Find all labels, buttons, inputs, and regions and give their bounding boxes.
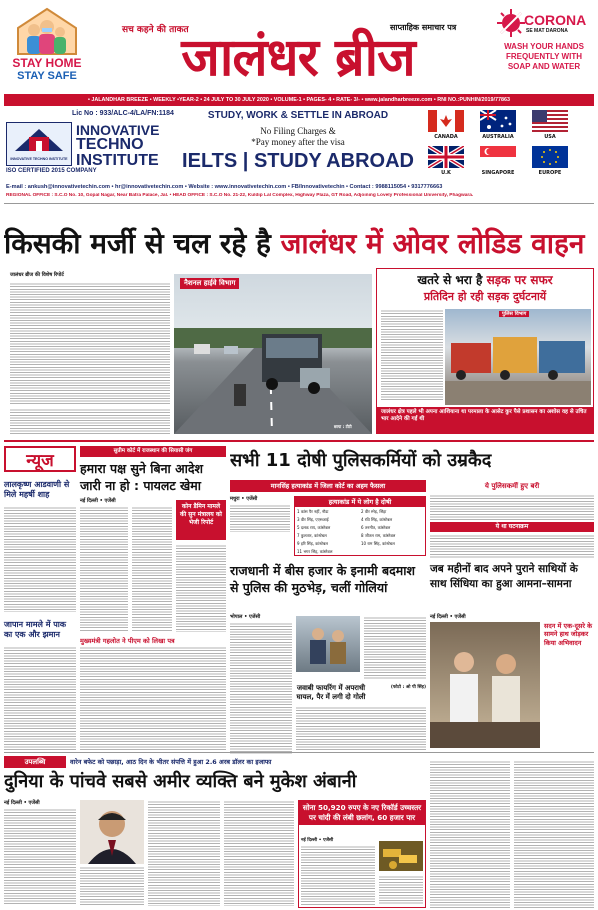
- pilot-box: कोन डैमिन मामले की सुन मंत्रालय को भेजी रिपोर्ट: [176, 500, 226, 540]
- institute-name-1: INNOVATIVE: [76, 122, 160, 138]
- pilot-text-col-3: [176, 544, 226, 632]
- photo-credit: छाया : टीटी: [334, 424, 352, 429]
- institute-ad: [4, 108, 594, 204]
- lead-body-text-2: [10, 408, 170, 434]
- pilot-subhead: मुख्यमंत्री गहलोत ने पीएम को लिखा पत्र: [80, 637, 175, 645]
- convict-item: 3 वीर सिंह, एएसआई: [297, 517, 329, 522]
- convict-item: 6 तनमीत, कांस्टेबल: [361, 525, 391, 530]
- canada-flag-icon: [428, 110, 464, 132]
- police-right-text-2: [430, 534, 594, 558]
- no-filing-text: No Filing Charges &: [260, 126, 336, 136]
- police-byline: मथुरा • एजेंसी: [230, 496, 258, 502]
- gold-headline: सोना 50,920 रुपए के नए रिकॉर्ड उच्चस्तर पर चांदी की लंबी छलांग, 60 हजार पार: [299, 801, 425, 825]
- encounter-credit: (फोटो : ओ पी सिंह): [390, 685, 426, 690]
- wash-hands-text: WASH YOUR HANDS FREQUENTLY WITH SOAP AND WATER: [504, 42, 584, 71]
- pilot-kicker: सुप्रीम कोर्ट में राजस्थान की सियासी जंग: [80, 446, 226, 457]
- police-kicker: मानसिंह हत्याकांड में जिला कोर्ट का अहम फैसला: [230, 480, 426, 492]
- divider: [4, 752, 594, 753]
- lead-body-text: [10, 282, 170, 404]
- convict-item: 9 हरि सिंह, कांस्टेबल: [297, 541, 328, 546]
- family-illustration: [14, 6, 80, 56]
- institute-logo: [6, 122, 72, 166]
- encounter-caption: जवाबी फायरिंग में अपराधी घायल, पैर में लगी दो गोली: [296, 684, 366, 701]
- side-title-red: सड़क पर सफर: [486, 273, 553, 287]
- country-label: EUROPE: [538, 170, 562, 176]
- police-right-head: ये था घटनाक्रम: [430, 522, 594, 532]
- country-label: CANADA: [434, 134, 458, 140]
- ambani-text-col-1: [4, 808, 76, 906]
- convict-item: 7 कुलतार, कांस्टेबल: [297, 533, 327, 538]
- study-abroad-heading: STUDY, WORK & SETTLE IN ABROAD: [207, 110, 389, 121]
- ambani-text-col-3: [148, 800, 220, 906]
- virus-icon: [496, 8, 526, 38]
- news-story-2-text: [4, 646, 76, 750]
- stay-home-badge: [6, 6, 88, 90]
- pilot-text-bottom: [80, 646, 226, 750]
- stay-home-text: STAY HOME: [12, 56, 82, 70]
- encounter-text-col-2: [364, 616, 426, 680]
- subtitle: साप्ताहिक समाचार पत्र: [390, 23, 457, 32]
- ambani-headline: दुनिया के पांचवे सबसे अमीर व्यक्ति बने मुकेश अंबानी: [4, 771, 357, 792]
- stay-safe-text: STAY SAFE: [17, 70, 77, 82]
- newspaper-title: जालंधर ब्रीज: [181, 28, 415, 88]
- lead-byline: जालंधर ब्रीज की विशेष रिपोर्ट: [10, 272, 64, 278]
- corona-text: CORONA: [524, 12, 587, 28]
- country-label: AUSTRALIA: [482, 134, 514, 140]
- news-story-1-title: लालकृष्ण आडवाणी से मिले महर्षी शाह: [4, 480, 70, 499]
- police-right-kicker: ये पुलिसकर्मी हुए बरी: [484, 482, 540, 490]
- police-text-col-1: [230, 504, 290, 532]
- convict-item: 10 राम सिंह, कांस्टेबल: [361, 541, 395, 546]
- uk-flag-icon: [428, 146, 464, 168]
- mlas-caption: सदन में एक-दूसरे के सामने हाथ जोड़कर किया अभिवादन: [544, 622, 593, 647]
- convict-item: 5 दलक राय, कांस्टेबल: [297, 525, 331, 530]
- gold-text-2: [379, 875, 423, 905]
- gold-story: [298, 800, 426, 908]
- issue-info-text: • JALANDHAR BREEZE • WEEKLY •YEAR-2 • 24 JULY TO 30 JULY 2020 • VOLUME-1 • PAGES- 4 • RATE- 3/- • www.jalandharbreeze.com • RNI NO.:PUNHIN/2019/77863: [87, 97, 511, 103]
- gold-byline: नई दिल्ली • एजेंसी: [301, 838, 334, 843]
- convicts-box-title: हत्याकांड में ये लोग है दोषी: [295, 497, 425, 507]
- pilot-headline: हमारा पक्ष सुने बिना आदेश जारी ना हो : पायलट खेमा: [80, 461, 204, 493]
- usa-flag-icon: [532, 110, 568, 132]
- issue-info-bar: [4, 94, 594, 106]
- encounter-photo: [296, 616, 360, 672]
- australia-flag-icon: [480, 110, 516, 132]
- highway-truck-photo: [174, 274, 372, 434]
- country-label: USA: [544, 134, 556, 140]
- ad-office-line: REGIONAL OFFICE : S.C.O No. 10, Gopal Nagar, Near Batra Palace, Jal. • HEAD OFFICE : S.C.O No. 21-22, Kuldip Lal Complex, Highway Plaza, GT Road, Adjoining Lovely Professional University, Phagwara.: [6, 193, 474, 198]
- assembly-photo: [430, 622, 540, 748]
- side-title: [377, 271, 593, 288]
- news-story-1-text: [4, 506, 76, 612]
- mlas-headline: जब महीनों बाद अपने पुराने साथियों के साथ सिंधिया का हुआ आमना–सामना: [430, 563, 578, 590]
- lead-headline-red: जालंधर में ओवर लोडिड वाहन: [280, 227, 585, 260]
- pilot-text-col-1: [80, 506, 128, 632]
- pilot-byline: नई दिल्ली • एजेंसी: [80, 498, 116, 504]
- trucks-photo: [445, 309, 591, 405]
- convict-item: 1 कांस पैर नहीं, नौडा: [297, 509, 329, 514]
- singapore-flag-icon: [480, 146, 516, 168]
- country-label: U.K: [441, 170, 451, 176]
- side-subtitle: प्रतिदिन हो रही सड़क दुर्घटनायें: [423, 290, 547, 303]
- lead-headline-black: किसकी मर्जी से चल रहे है: [4, 227, 271, 260]
- corona-sub-text: SE MAT DARONA: [526, 28, 568, 34]
- pilot-text-col-2: [132, 506, 172, 632]
- side-story-text: [381, 309, 443, 401]
- news-label: न्यूज: [4, 446, 76, 472]
- convicts-list: [295, 507, 425, 557]
- side-title-black: खतरे से भरा है: [417, 273, 483, 287]
- ambani-text-col-2: [80, 866, 144, 906]
- corona-badge: [494, 6, 594, 92]
- police-headline: सभी 11 दोषी पुलिसकर्मियों को उम्रकैद: [230, 450, 492, 471]
- pay-after-visa-text: *Pay money after the visa: [251, 137, 345, 147]
- convict-item: 2 वीर स्नेह, सिंहा: [361, 509, 387, 514]
- photo-caption-label: नैशनल हाईवे विभाग: [180, 278, 239, 289]
- police-right-text: [430, 494, 594, 520]
- news-column: [4, 446, 76, 754]
- institute-name-3: INSTITUTE: [76, 152, 159, 169]
- news-story-2-title: जापान मामले में पाक का एक और झमान: [4, 620, 67, 639]
- tagline: सच कहने की ताकत: [122, 25, 189, 35]
- country-label: SINGAPORE: [481, 170, 515, 176]
- logo-caption: INNOVATIVE TECHNO INSTITUTE: [10, 157, 68, 161]
- mlas-byline: नई दिल्ली • एजेंसी: [430, 614, 466, 620]
- europe-flag-icon: [532, 146, 568, 168]
- institute-name-2: TECHNO: [76, 136, 144, 153]
- ambani-photo: [80, 800, 144, 864]
- convict-item: 4 रवि सिंह, कांस्टेबल: [361, 517, 393, 522]
- convict-item: 8 जीतल राम, कांस्टेबल: [361, 533, 396, 538]
- mlas-body-text: [430, 760, 510, 908]
- side-caption: जालंधर क्षेत्र पहले भी अपना आशियाना था परमाला के आसेट कुर पैसे प्रशासन का अशोस वह से उचित भार आदेने की गई थी: [377, 407, 593, 433]
- mlas-body-text-2: [514, 760, 594, 908]
- side-story: [376, 268, 594, 434]
- ad-contact-line: E-mail : ankush@innovativetechin.com • hr@innovativetechin.com • Website : www.innovativetechin.com • FB/Innovativetechin • Contact : 9988115054 • 9317776663: [6, 184, 443, 190]
- convict-item: 11 भगर सिंह, कांस्टेबल: [297, 549, 333, 554]
- masthead: [0, 0, 598, 94]
- divider: [4, 440, 594, 442]
- gold-text-1: [301, 845, 375, 905]
- encounter-byline: भोपाल • एजेंसी: [230, 614, 261, 620]
- iso-badge: ISO CERTIFIED 2015 COMPANY: [6, 168, 97, 174]
- gold-coins-photo: [379, 841, 423, 871]
- ambani-top-line: वारेन बफेट को पछाड़ा, आठ दिन के भीतर संपत्ति में हुआ 2.6 अरब डॉलर का इजाफा: [70, 758, 272, 766]
- encounter-headline: राजधानी में बीस हजार के इनामी बदमाश से पुलिस की मुठभेड़, चलीं गोलियां: [230, 563, 416, 595]
- ambani-text-col-4: [224, 800, 294, 906]
- ielts-heading: IELTS | STUDY ABROAD: [182, 150, 414, 172]
- license-number: Lic No : 933/ALC-4/LA/FN:1184: [72, 110, 174, 117]
- side-badge: पुलिस विभाग: [499, 311, 529, 317]
- ambani-byline: नई दिल्ली • एजेंसी: [4, 800, 40, 806]
- pilot-story: [80, 446, 226, 754]
- convicts-box: [294, 496, 426, 556]
- ambani-kicker: उपलब्धि: [4, 756, 66, 768]
- encounter-text-col-1: [230, 622, 292, 754]
- lead-headline: [4, 222, 594, 266]
- encounter-text-col-3: [296, 706, 426, 754]
